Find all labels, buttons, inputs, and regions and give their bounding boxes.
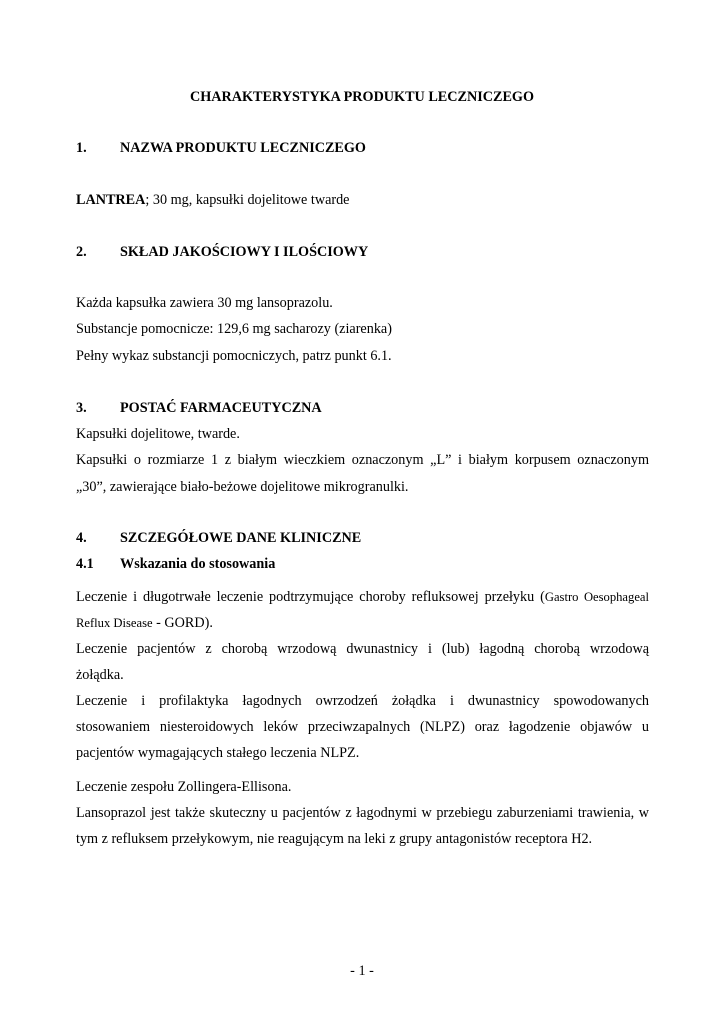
section-4-number: 4. <box>76 530 87 546</box>
section-1-title: NAZWA PRODUKTU LECZNICZEGO <box>120 140 366 156</box>
indication-line <box>76 614 213 632</box>
document-title: CHARAKTERYSTYKA PRODUKTU LECZNICZEGO <box>190 89 534 105</box>
section-2-title: SKŁAD JAKOŚCIOWY I ILOŚCIOWY <box>120 244 369 260</box>
indication-line: Leczenie i profilaktyka łagodnych owrzodzeń żołądka i dwunastnicy spowodowanych <box>76 693 649 709</box>
indication-line: stosowaniem niesteroidowych leków przeciwzapalnych (NLPZ) oraz łagodzenie objawów u <box>76 719 649 735</box>
product-name-line <box>76 191 349 209</box>
indication-english-term: Gastro Oesophageal <box>544 590 649 604</box>
indication-text: - GORD). <box>152 615 213 631</box>
form-line: „30”, zawierające biało-beżowe dojelitowe mikrogranulki. <box>76 479 409 495</box>
indication-line: Leczenie pacjentów z chorobą wrzodową dwunastnicy i (lub) łagodną chorobą wrzodową <box>76 641 649 657</box>
indication-line: Leczenie zespołu Zollingera-Ellisona. <box>76 779 292 795</box>
composition-line: Substancje pomocnicze: 129,6 mg sacharozy (ziarenka) <box>76 321 392 337</box>
indication-line: pacjentów wymagających stałego leczenia NLPZ. <box>76 745 360 761</box>
section-4-title: SZCZEGÓŁOWE DANE KLINICZNE <box>120 530 362 546</box>
section-3-number: 3. <box>76 400 87 416</box>
indication-english-term: Reflux Disease <box>76 616 153 630</box>
indication-text: Leczenie i długotrwałe leczenie podtrzymujące choroby refluksowej przełyku ( <box>76 589 545 605</box>
indication-line: tym z refluksem przełykowym, nie reagującym na leki z grupy antagonistów receptora H2. <box>76 831 593 847</box>
form-line: Kapsułki o rozmiarze 1 z białym wieczkiem oznaczonym „L” i białym korpusem oznaczonym <box>76 452 649 468</box>
form-line: Kapsułki dojelitowe, twarde. <box>76 426 240 442</box>
indication-line <box>76 588 649 606</box>
subsection-4-1-number: 4.1 <box>76 556 94 572</box>
indication-line: Lansoprazol jest także skuteczny u pacjentów z łagodnymi w przebiegu zaburzeniami trawienia, w <box>76 805 649 821</box>
composition-line: Pełny wykaz substancji pomocniczych, patrz punkt 6.1. <box>76 348 392 364</box>
product-description: ; 30 mg, kapsułki dojelitowe twarde <box>145 192 350 208</box>
section-3-title: POSTAĆ FARMACEUTYCZNA <box>120 400 322 416</box>
indication-line: żołądka. <box>76 667 124 683</box>
page-number: - 1 - <box>350 963 374 979</box>
subsection-4-1-title: Wskazania do stosowania <box>120 556 276 572</box>
composition-line: Każda kapsułka zawiera 30 mg lansoprazolu. <box>76 295 333 311</box>
section-2-number: 2. <box>76 244 87 260</box>
section-1-number: 1. <box>76 140 87 156</box>
product-name: LANTREA <box>76 192 146 208</box>
